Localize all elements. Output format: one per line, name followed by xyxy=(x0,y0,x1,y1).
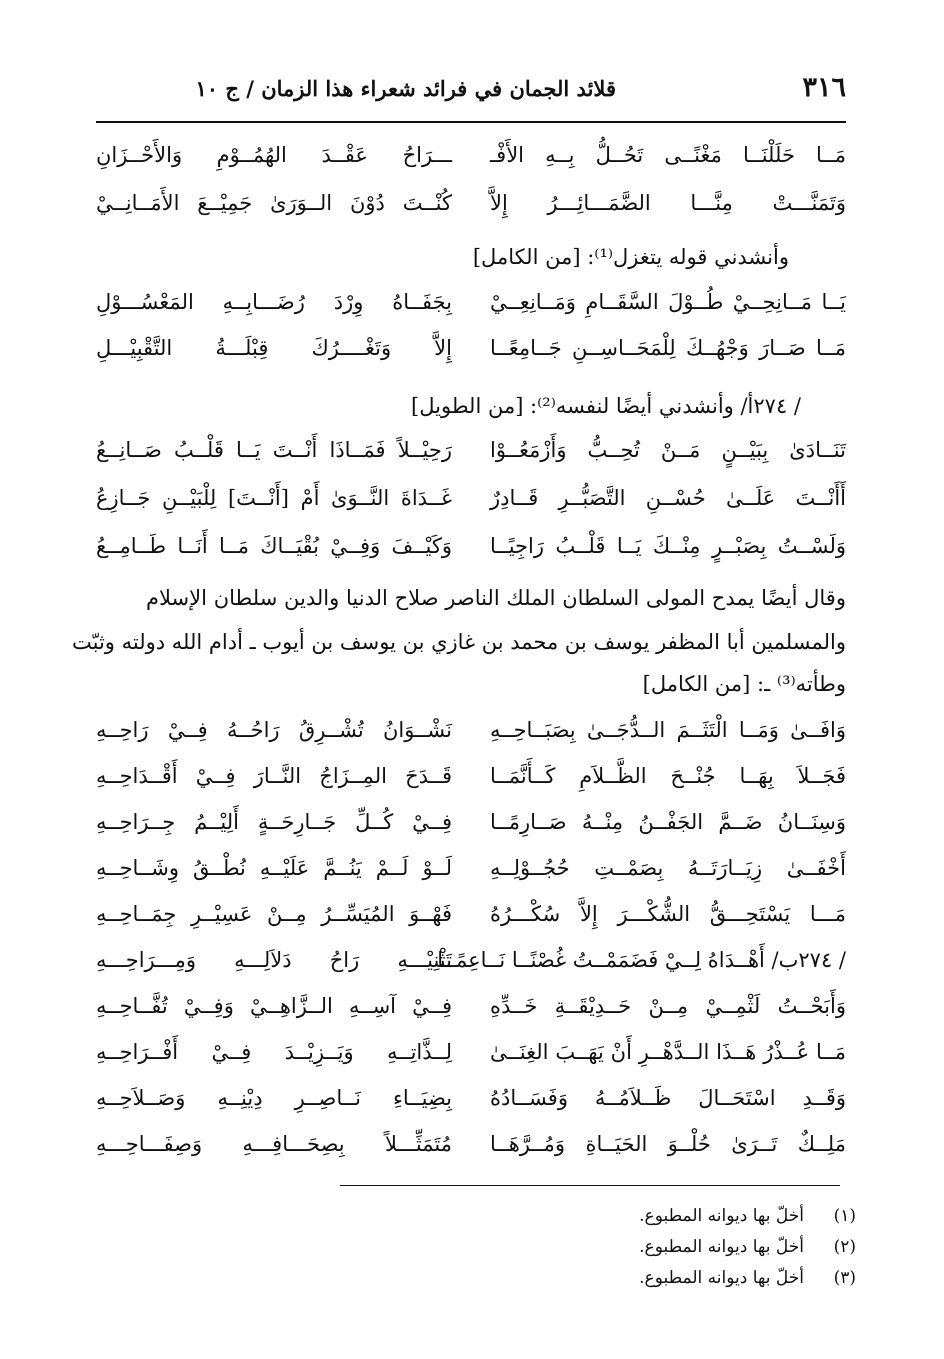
verse-first-hemistich: يَــا مَــانِحِــيْ طُــوْلَ السَّقَــامِ وَمَــانِعِــيْ xyxy=(490,290,846,314)
verse-second-hemistich: رَحِيْــلاً فَمَــاذَا أَنْــتَ يَــا قَلْــبُ صَــانِــعُ xyxy=(96,438,452,462)
verse-first-hemistich: مَـــا يَسْتَحِـــقُّ الشُّكْـــرَ إِلاَّ سُكْـــرُهُ xyxy=(490,902,846,926)
footnote-text: أخلّ بها ديوانه المطبوع. xyxy=(639,1206,804,1226)
verse-line xyxy=(96,135,846,175)
verse-first-hemistich: وَتَمَنَّـــتْ مِنَّـــا الضَّمَـــائِـــرُ إِلاَّ xyxy=(490,191,846,215)
prose-line: وطأته⁽³⁾ ـ: [من الكامل] xyxy=(642,672,846,696)
verse-line xyxy=(96,1078,846,1118)
verse-first-hemistich: أَأَنْــتَ عَلَــىٰ حُسْــنِ التَّصَبُّــرِ قَــادِرٌ xyxy=(490,486,846,510)
page-number: ٣١٦ xyxy=(802,72,846,103)
verse-first-hemistich: مَلِــكٌ تَــرَىٰ حُلْــوَ الحَيَــاةِ وَمُــرَّهَــا xyxy=(490,1132,846,1156)
verse-first-hemistich: وَقَــدِ اسْتَحَــالَ ظَــلاَمُــهُ وَفَسَــادُهُ xyxy=(490,1086,846,1110)
verse-second-hemistich: لِــذَّاتِــهِ وَيَــزِيْــدَ فِــيْ أَفْــرَاحِــهِ xyxy=(96,1040,452,1064)
verse-second-hemistich: بِجَفَــاهُ وِرْدَ رُضَـــابِــهِ المَعْسُـــوْلِ xyxy=(96,290,452,314)
footnote-number: (١) xyxy=(833,1206,856,1226)
verse-line xyxy=(96,430,846,470)
prose-line: والمسلمين أبا المظفر يوسف بن محمد بن غازي بن يوسف بن أيوب ـ أدام الله دولته وثبّت xyxy=(71,630,846,654)
verse-line xyxy=(96,848,846,888)
verse-second-hemistich: إِلاَّ وَتَغْــــرُكَ قِبْلَـــةُ التَّقْبِيْـــلِ xyxy=(96,336,452,360)
verse-first-hemistich: مَــا عُــذْرُ هَــذَا الــدَّهْــرِ أَنْ يَهَــبَ الغِنَــىٰ xyxy=(490,1040,846,1064)
footnote-divider xyxy=(340,1185,840,1186)
page-header xyxy=(96,72,846,112)
verse-line xyxy=(96,802,846,842)
verse-line xyxy=(96,940,846,980)
verse-second-hemistich: ـــرَاحُ عَقْــدَ الهُمُــوْمِ وَالأَحْــزَانِ xyxy=(96,143,452,167)
footnote-text: أخلّ بها ديوانه المطبوع. xyxy=(639,1268,804,1288)
verse-first-hemistich: مَــا حَلَلْنَــا مَغْنًــى تَحُــلُّ بِــهِ الأَفْـ xyxy=(490,143,846,167)
footnote xyxy=(639,1264,856,1292)
poem-2-intro: وأنشدني قوله يتغزل⁽¹⁾: [من الكامل] xyxy=(472,245,789,269)
verse-first-hemistich: وَأَبَحْــتُ لَثْمِــيْ مِــنْ حَــدِيْقَــةِ خَــدِّهِ xyxy=(490,994,846,1018)
verse-second-hemistich: مُتَمَثِّـــلاً بِصِحَـــافِـــهِ وَصِفَـــاحِـــهِ xyxy=(96,1132,452,1156)
verse-line xyxy=(96,1124,846,1164)
poem-4-intro xyxy=(71,578,846,708)
verse-first-hemistich: وَلَسْــتُ بِصَبْــرٍ مِنْــكَ يَــا قَلْــبُ رَاجِيًــا xyxy=(490,534,846,558)
verse-first-hemistich: فَجَــلاَ بِهَــا جُنْــحَ الظَّــلاَمِ كَــأَنَّمَــا xyxy=(490,764,846,788)
verse-line xyxy=(96,1032,846,1072)
running-title: قلائد الجمان في فرائد شعراء هذا الزمان / ج ١٠ xyxy=(195,76,616,101)
verse-second-hemistich: فِــيْ آسِــهِ الــزَّاهِــيْ وَفِــيْ تُفَّــاحِــهِ xyxy=(96,994,452,1018)
prose-line: وقال أيضًا يمدح المولى السلطان الملك الناصر صلاح الدنيا والدين سلطان الإسلام xyxy=(146,586,846,610)
verse-line xyxy=(96,756,846,796)
verse-second-hemistich: غَــدَاةَ النَّــوَىٰ أَمْ [أَنْــتَ] لِلْبَيْــنِ جَــازِعُ xyxy=(96,486,452,510)
verse-second-hemistich: تَثْنِيْـــهِ رَاحُ دَلاَلِـــهِ وَمِـــرَاحِـــهِ xyxy=(96,948,452,972)
verse-second-hemistich: كُنْــتَ دُوْنَ الــوَرَىٰ جَمِيْــعَ الأَمَــانِــيْ xyxy=(96,191,452,215)
header-divider xyxy=(96,121,846,123)
verse-second-hemistich: فَهْــوَ المُيَسِّــرُ مِــنْ عَسِيْــرِ جِمَــاحِــهِ xyxy=(96,902,452,926)
verse-second-hemistich: لَــوْ لَــمْ يَنُــمَّ عَلَيْــهِ نُطْــقُ وِشَــاحِــهِ xyxy=(96,856,452,880)
verse-line xyxy=(96,183,846,223)
verse-line xyxy=(96,328,846,368)
verse-second-hemistich: وَكَيْــفَ وَفِــيْ بُقْيَــاكَ مَــا أَنَــا طَــامِــعُ xyxy=(96,534,452,558)
verse-first-hemistich: تَنَــادَىٰ بِبَيْــنٍ مَــنْ تُحِــبُّ وَأَزْمَعُــوْا xyxy=(490,438,846,462)
verse-first-hemistich: وَافَــىٰ وَمَــا الْتَثَــمَ الــدُّجَــىٰ بِصَبَــاحِــهِ xyxy=(490,718,846,742)
verse-line xyxy=(96,478,846,518)
footnote-number: (٣) xyxy=(833,1268,856,1288)
verse-first-hemistich: أَخْفَــىٰ زِيَــارَتَــهُ بِصَمْــتِ حُجُــوْلِــهِ xyxy=(490,856,846,880)
verse-first-hemistich: وَسِنَــانُ ضَــمَّ الجَفْــنُ مِنْــهُ صَــارِمًــا xyxy=(490,810,846,834)
verse-second-hemistich: فِــيْ كُــلِّ جَــارِحَــةٍ أَلِيْــمُ جِــرَاحِــهِ xyxy=(96,810,452,834)
poem-3-intro: / ٢٧٤أ/ وأنشدني أيضًا لنفسه⁽²⁾: [من الطويل] xyxy=(411,394,801,418)
footnote xyxy=(639,1233,856,1261)
verse-second-hemistich: قَــدَحَ المِــزَاجُ النَّــارَ فِــيْ أَقْــدَاحِــهِ xyxy=(96,764,452,788)
verse-second-hemistich: نَشْــوَانُ تُشْــرِقُ رَاحُــهُ فِــيْ رَاحِــهِ xyxy=(96,718,452,742)
footnote-number: (٢) xyxy=(833,1237,856,1257)
verse-line xyxy=(96,894,846,934)
verse-line xyxy=(96,986,846,1026)
verse-first-hemistich: / ٢٧٤ب/ أَهْــدَاهُ لِــيْ فَضَمَمْــتُ غُصْنًــا نَــاعِمًــا xyxy=(437,948,846,972)
verse-second-hemistich: بِضِيَــاءِ نَــاصِــرِ دِيْنِــهِ وَصَــلاَحِــهِ xyxy=(96,1086,452,1110)
verse-line xyxy=(96,710,846,750)
verse-first-hemistich: مَــا صَــارَ وَجْهُــكَ لِلْمَحَــاسِــنِ جَــامِعًــا xyxy=(490,336,846,360)
verse-line xyxy=(96,526,846,566)
verse-line xyxy=(96,282,846,322)
footnote xyxy=(639,1202,856,1230)
footnote-text: أخلّ بها ديوانه المطبوع. xyxy=(639,1237,804,1257)
